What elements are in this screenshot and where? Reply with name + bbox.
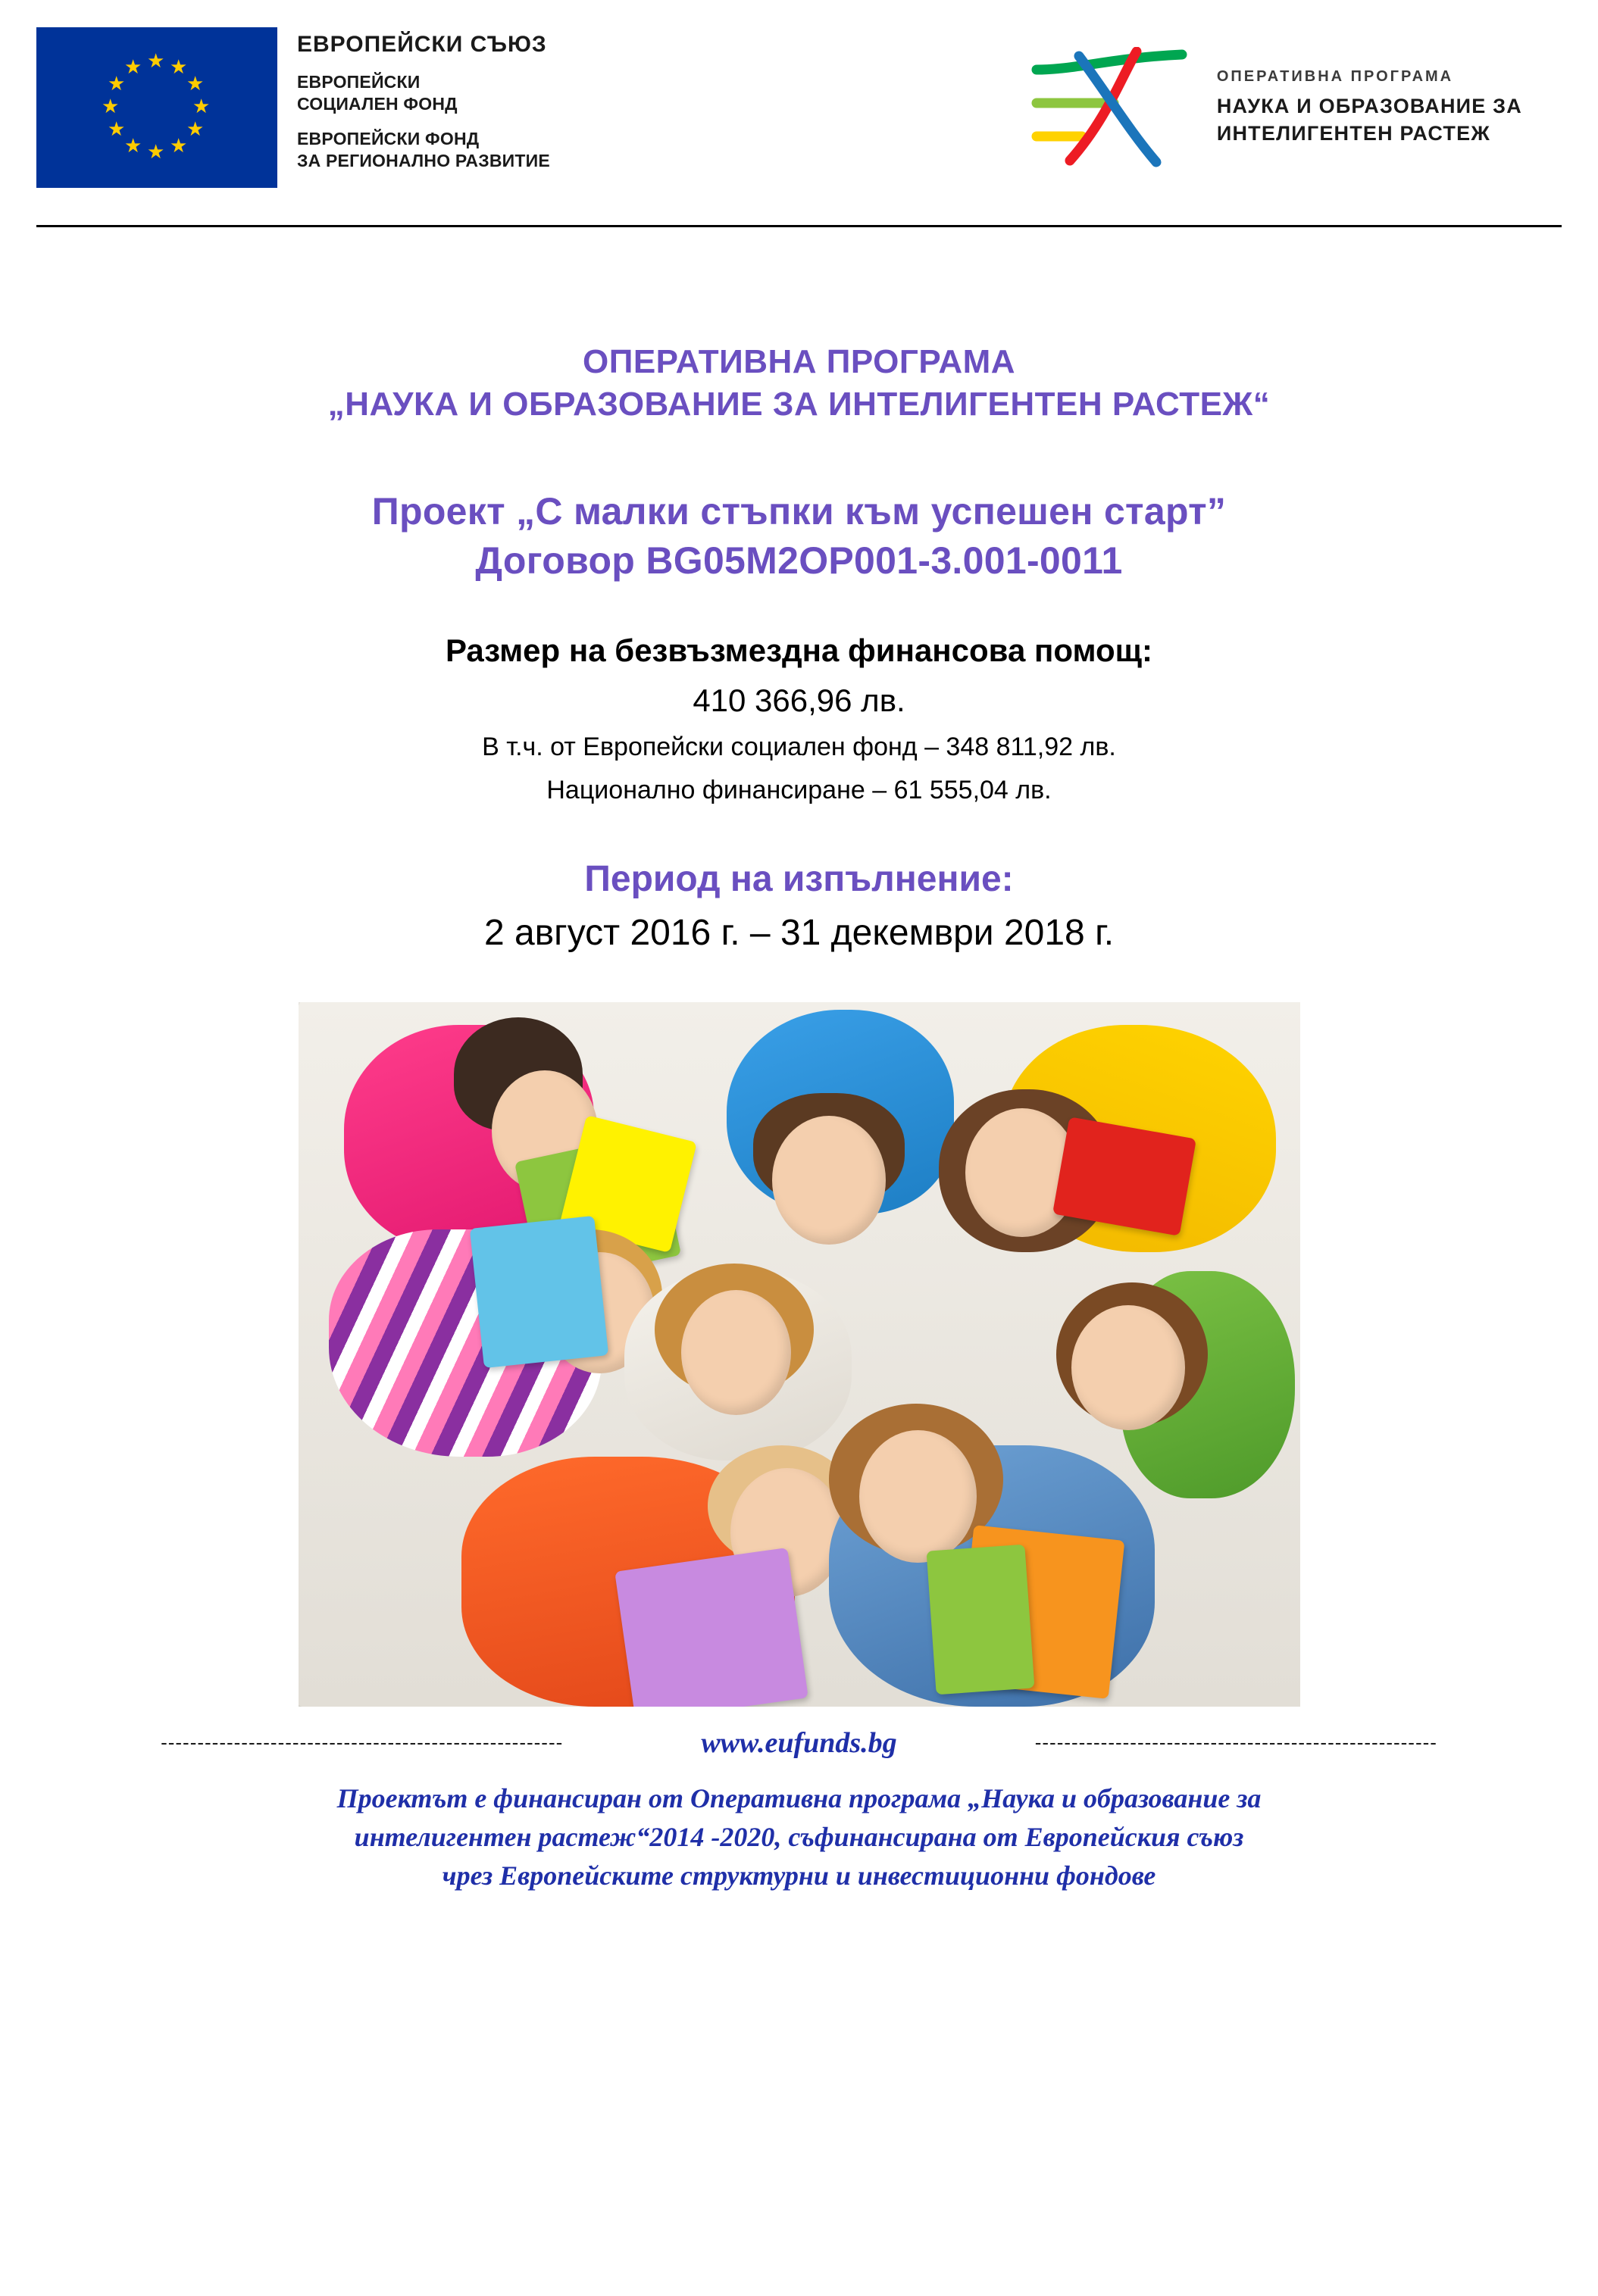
period-title: Период на изпълнение:	[584, 858, 1014, 899]
project-name: Проект „С малки стъпки към успешен старт”	[371, 489, 1227, 533]
op-logo-line2: НАУКА И ОБРАЗОВАНИЕ ЗА	[1216, 95, 1522, 118]
footer-disclaimer-line1: Проектът е финансиран от Оперативна програма „Наука и образование за	[336, 1782, 1262, 1813]
children-photo	[299, 1002, 1300, 1707]
eu-fund-erdf-line1: ЕВРОПЕЙСКИ ФОНД	[297, 128, 480, 148]
period-value: 2 август 2016 г. – 31 декември 2018 г.	[483, 912, 1115, 953]
op-science-education-logo-icon	[1023, 47, 1197, 168]
header-divider	[36, 225, 1562, 227]
grant-amount: 410 366,96 лв.	[693, 682, 905, 718]
op-logo-block	[1023, 27, 1553, 168]
op-logo-line1: ОПЕРАТИВНА ПРОГРАМА	[1216, 68, 1454, 86]
footer-dashes-left: -------------------------------------------------------	[161, 1731, 564, 1754]
project-contract: Договор BG05M2OP001-3.001-0011	[475, 539, 1123, 582]
eu-title: ЕВРОПЕЙСКИ СЪЮЗ	[297, 32, 547, 57]
eu-fund-esf-line1: ЕВРОПЕЙСКИ	[297, 72, 421, 92]
eu-text-block	[297, 27, 550, 173]
grant-title: Размер на безвъзмездна финансова помощ:	[445, 632, 1153, 668]
eu-flag-icon: ★ ★ ★ ★ ★ ★ ★ ★ ★ ★ ★ ★	[36, 27, 277, 188]
eu-fund-erdf	[297, 128, 550, 173]
footer-disclaimer-line2: интелигентен растеж“2014 -2020, съфинансирана от Европейския съюз	[354, 1821, 1244, 1852]
grant-esf-line: В т.ч. от Европейски социален фонд – 348 811,92 лв.	[482, 732, 1116, 761]
program-heading	[53, 341, 1545, 426]
grant-national-line: Национално финансиране – 61 555,04 лв.	[546, 775, 1052, 804]
footer-disclaimer	[33, 1779, 1565, 1895]
op-logo-text	[1217, 68, 1522, 146]
document-footer	[0, 1726, 1598, 1910]
eu-fund-esf	[297, 71, 550, 116]
program-heading-line2: „НАУКА И ОБРАЗОВАНИЕ ЗА ИНТЕЛИГЕНТЕН РАСТЕЖ“	[327, 386, 1271, 423]
eu-fund-erdf-line2: ЗА РЕГИОНАЛНО РАЗВИТИЕ	[297, 151, 550, 171]
footer-url-row	[33, 1726, 1565, 1760]
document-header	[0, 0, 1598, 227]
eu-fund-esf-line2: СОЦИАЛЕН ФОНД	[297, 94, 458, 114]
op-logo-line3: ИНТЕЛИГЕНТЕН РАСТЕЖ	[1216, 121, 1490, 145]
eufunds-link[interactable]: www.eufunds.bg	[701, 1726, 897, 1759]
program-heading-line1: ОПЕРАТИВНА ПРОГРАМА	[582, 343, 1016, 380]
eu-emblem-block	[36, 27, 550, 188]
document-body	[0, 341, 1598, 1707]
project-heading	[53, 487, 1545, 586]
footer-disclaimer-line3: чрез Европейските структурни и инвестиционни фондове	[442, 1860, 1156, 1891]
footer-dashes-right: -------------------------------------------------------	[1034, 1731, 1437, 1754]
